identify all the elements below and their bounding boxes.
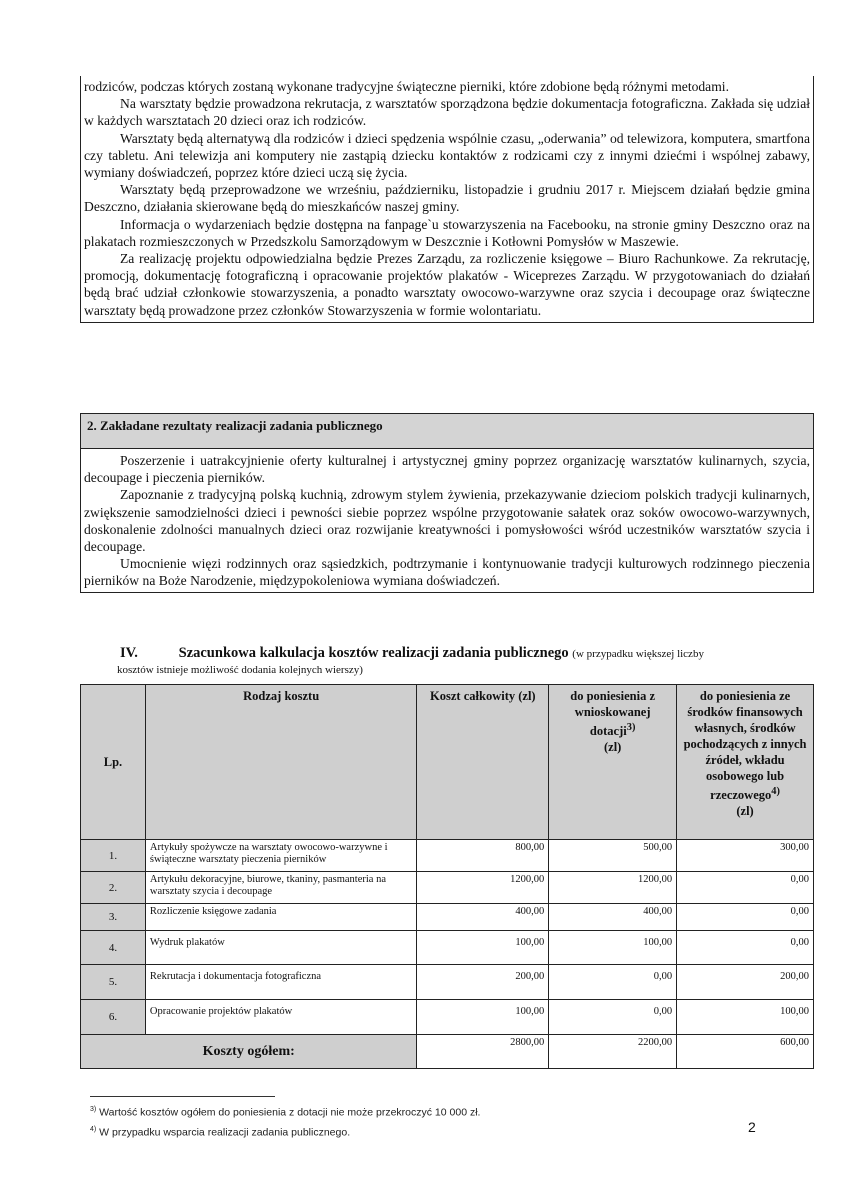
total-grant: 2200,00 xyxy=(549,1035,677,1069)
row-grant: 100,00 xyxy=(549,931,677,965)
row-grant: 0,00 xyxy=(549,1000,677,1035)
row-desc: Artykułu dekoracyjne, biurowe, tkaniny, pasmanteria na warsztaty szycia i decoupage xyxy=(145,872,417,904)
header-own-unit: (zl) xyxy=(736,804,754,819)
total-own: 600,00 xyxy=(677,1035,814,1069)
table-row xyxy=(81,904,814,931)
row-own: 0,00 xyxy=(677,872,814,904)
header-grant-sup: 3) xyxy=(626,722,636,733)
section-3-description-box xyxy=(80,76,814,323)
footnote-3-mark: 3) xyxy=(90,1106,97,1113)
section-4-heading xyxy=(117,644,800,678)
footnote-3 xyxy=(90,1106,480,1119)
section-number: IV. xyxy=(120,645,138,661)
section-note-a: (w przypadku większej liczby xyxy=(572,648,704,660)
row-grant: 0,00 xyxy=(549,965,677,1000)
total-row xyxy=(81,1035,814,1069)
row-lp: 1. xyxy=(81,840,146,872)
row-own: 0,00 xyxy=(677,931,814,965)
total-label: Koszty ogółem: xyxy=(81,1035,417,1069)
row-total: 1200,00 xyxy=(417,872,549,904)
paragraph-5: Informacja o wydarzeniach będzie dostępna na fanpage`u stowarzyszenia na Facebooku, na stronie gminy Deszczno oraz na plakatach rozmieszczonych w Przedszkolu Samorządowym w Deszcznie i Kotłowni Pomysłów w Maszewie. xyxy=(84,216,810,249)
header-own-label: do poniesienia ze środków finansowych własnych, środków pochodzących z innych źródeł, wkładu osobowego lub rzeczowego xyxy=(683,689,807,803)
row-total: 400,00 xyxy=(417,904,549,931)
table-row xyxy=(81,872,814,904)
footnote-3-text: Wartość kosztów ogółem do poniesienia z dotacji nie może przekroczyć 10 000 zł. xyxy=(99,1106,481,1119)
header-cost-type: Rodzaj kosztu xyxy=(145,685,417,840)
header-grant-unit: (zl) xyxy=(603,740,622,755)
paragraph-6: Za realizację projektu odpowiedzialna będzie Prezes Zarządu, za rozliczenie księgowe – Biuro Rachunkowe. Za rekrutację, promocją, dokumentację fotograficzną i opracowanie projektów plakatów - Wiceprezes Zarządu. W przygotowaniach do działań będą brać udział członkowie stowarzyszenia, a ponadto warsztaty owocowo-warzywne oraz szycia i decoupage oraz świąteczne warsztaty będą prowadzone przez członków Stowarzyszenia w formie wolontariatu. xyxy=(84,251,810,318)
row-desc: Wydruk plakatów xyxy=(145,931,417,965)
row-lp: 5. xyxy=(81,965,146,1000)
row-own: 300,00 xyxy=(677,840,814,872)
row-lp: 3. xyxy=(81,904,146,931)
row-lp: 4. xyxy=(81,931,146,965)
footnote-4-mark: 4) xyxy=(90,1126,97,1133)
total-sum: 2800,00 xyxy=(417,1035,549,1069)
row-grant: 400,00 xyxy=(549,904,677,931)
footnote-4 xyxy=(90,1126,350,1139)
results-body xyxy=(80,449,814,593)
header-grant-label: do poniesienia z wnioskowanej dotacji xyxy=(570,689,656,739)
row-total: 100,00 xyxy=(417,931,549,965)
results-paragraph-3: Umocnienie więzi rodzinnych oraz sąsiedzkich, podtrzymanie i kontynuowanie tradycji kulturowych rodzinnego pieczenia pierników na Boże Narodzenie, międzypokoleniowa wymiana doświadczeń. xyxy=(84,556,810,589)
row-total: 200,00 xyxy=(417,965,549,1000)
row-total: 800,00 xyxy=(417,840,549,872)
row-desc: Rozliczenie księgowe zadania xyxy=(145,904,417,931)
header-lp: Lp. xyxy=(81,685,146,840)
header-grant xyxy=(549,685,677,840)
row-total: 100,00 xyxy=(417,1000,549,1035)
table-row xyxy=(81,965,814,1000)
header-own-funds xyxy=(677,685,814,840)
row-own: 0,00 xyxy=(677,904,814,931)
cost-table xyxy=(80,684,814,1069)
paragraph-1: rodziców, podczas których zostaną wykonane tradycyjne świąteczne pierniki, które zdobione będą różnymi metodami. xyxy=(84,79,729,94)
row-desc: Opracowanie projektów plakatów xyxy=(145,1000,417,1035)
paragraph-4: Warsztaty będą przeprowadzone we wrześniu, październiku, listopadzie i grudniu 2017 r. Miejscem działań będzie gmina Deszczno, działania skierowane będą do mieszkańców naszej gminy. xyxy=(84,182,810,215)
row-lp: 2. xyxy=(81,872,146,904)
paragraph-2: Na warsztaty będzie prowadzona rekrutacja, z warsztatów sporządzona będzie dokumentacja fotograficzna. Zakłada się udział w każdych warsztatach 20 dzieci oraz ich rodziców. xyxy=(84,96,810,129)
results-heading: 2. Zakładane rezultaty realizacji zadania publicznego xyxy=(80,413,814,449)
row-lp: 6. xyxy=(81,1000,146,1035)
row-grant: 1200,00 xyxy=(549,872,677,904)
row-desc: Rekrutacja i dokumentacja fotograficzna xyxy=(145,965,417,1000)
row-desc: Artykuły spożywcze na warsztaty owocowo-warzywne i świąteczne warsztaty pieczenia pierników xyxy=(145,840,417,872)
table-row xyxy=(81,840,814,872)
header-total-cost: Koszt całkowity (zl) xyxy=(417,685,549,840)
header-own-sup: 4) xyxy=(771,786,780,797)
row-grant: 500,00 xyxy=(549,840,677,872)
table-row xyxy=(81,931,814,965)
section-note-b: kosztów istnieje możliwość dodania kolejnych wierszy) xyxy=(117,664,363,676)
row-own: 100,00 xyxy=(677,1000,814,1035)
paragraph-3: Warsztaty będą alternatywą dla rodziców i dzieci spędzenia wspólnie czasu, „oderwania” od telewizora, komputera, smartfona czy tabletu. Ani telewizja ani komputery nie zastąpią dziecku kontaktów z rodzicami czy z innymi dziećmi i wspólnej zabawy, wymiany doświadczeń, poprzez które dzieci uczą się życia. xyxy=(84,130,810,181)
results-paragraph-2: Zapoznanie z tradycyjną polską kuchnią, zdrowym stylem żywienia, przekazywanie dzieciom polskich tradycji kulinarnych, zwiększenie samodzielności dzieci i pewności siebie poprzez wspólne przygotowanie sałatek oraz soków owocowo-warzywnych, doskonalenie zdolności manualnych dzieci oraz rozwijanie kreatywności i pomysłowości wśród uczestników warsztatów szycia i decoupage. xyxy=(84,487,810,555)
footnote-4-text: W przypadku wsparcia realizacji zadania publicznego. xyxy=(99,1126,351,1139)
page-number: 2 xyxy=(748,1119,756,1135)
table-row xyxy=(81,1000,814,1035)
section-title: Szacunkowa kalkulacja kosztów realizacji zadania publicznego xyxy=(178,645,569,661)
row-own: 200,00 xyxy=(677,965,814,1000)
footnote-separator xyxy=(90,1096,275,1097)
results-paragraph-1: Poszerzenie i uatrakcyjnienie oferty kulturalnej i artystycznej gminy poprzez organizację warsztatów kulinarnych, szycia, decoupage i pieczenia pierników. xyxy=(84,453,810,486)
